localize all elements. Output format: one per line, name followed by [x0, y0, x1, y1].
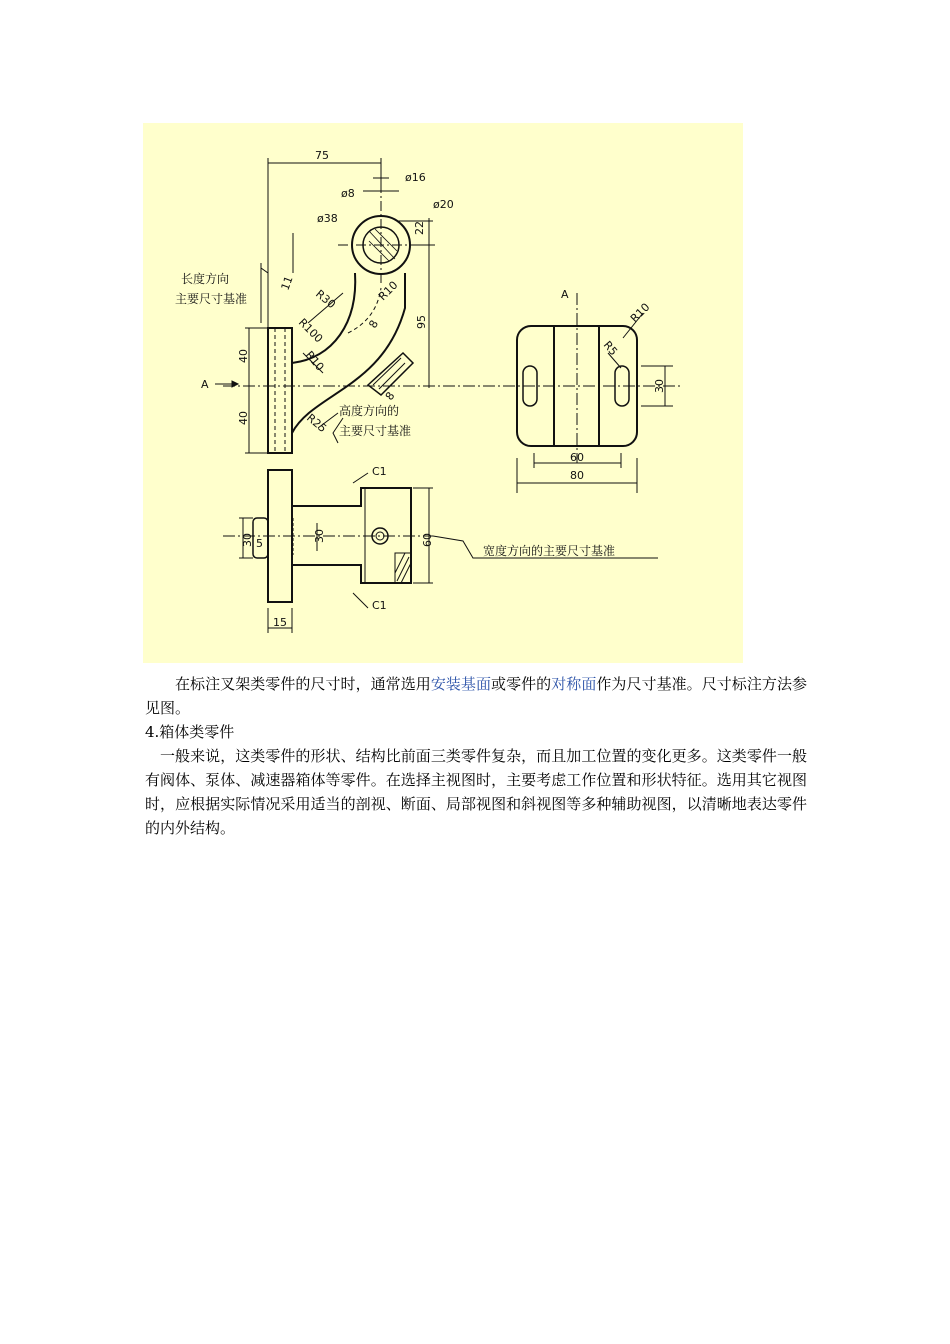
note-width: 宽度方向的主要尺寸基准: [483, 544, 616, 558]
paragraph1-text-after: 作为尺寸基准。尺寸标注方法参见图。: [145, 675, 807, 717]
paragraph-dimension-datum: [145, 672, 807, 720]
dim-R10-top: R10: [375, 278, 401, 304]
dim-8-b: 8: [382, 389, 398, 403]
label-A-left: A: [201, 378, 209, 391]
dim-R25: R25: [304, 411, 330, 436]
note-height-line2: 主要尺寸基准: [339, 424, 412, 438]
arm-outer: [292, 273, 355, 363]
dim-30-inner: 30: [313, 529, 326, 543]
paragraph-box-parts: 一般来说，这类零件的形状、结构比前面三类零件复杂，而且加工位置的变化更多。这类零件一般有阀体、泵体、减速器箱体等零件。在选择主视图时，主要考虑工作位置和形状特征。选用其它视图时，应根据实际情况采用适当的剖视、断面、局部视图和斜视图等多种辅助视图，以清晰地表达零件的内外结构。: [145, 747, 807, 837]
base-plate: [268, 328, 292, 453]
dim-5: 5: [256, 537, 263, 550]
dim-phi38: ø38: [317, 212, 338, 225]
dim-R30: R30: [313, 287, 339, 312]
dim-30-right: 30: [653, 379, 666, 393]
dim-8-a: 8: [366, 317, 382, 331]
paragraph1-text-middle: 或零件的: [491, 675, 552, 693]
dim-40-lower: 40: [237, 411, 250, 425]
dim-R5: R5: [600, 338, 621, 359]
dim-C1-bottom: C1: [372, 599, 387, 612]
dim-80: 80: [570, 469, 584, 482]
body-text: [145, 672, 807, 840]
note-length-line2: 主要尺寸基准: [175, 292, 248, 306]
paragraph1-text-before: 在标注叉架类零件的尺寸时，通常选用: [175, 675, 431, 693]
note-height-line1: 高度方向的: [339, 404, 400, 418]
dim-22: 22: [413, 221, 426, 235]
link-symmetry-plane[interactable]: 对称面: [551, 675, 597, 693]
drawing-svg: [143, 123, 743, 663]
dim-60: 60: [570, 451, 584, 464]
note-length-line1: 长度方向: [181, 272, 230, 286]
dim-11: 11: [278, 274, 296, 293]
dim-C1-top: C1: [372, 465, 387, 478]
dim-phi8: ø8: [341, 187, 355, 200]
rib-section: [368, 353, 413, 395]
dim-phi16: ø16: [405, 171, 426, 184]
dim-phi20: ø20: [433, 198, 454, 211]
dim-75: 75: [315, 149, 329, 162]
dim-15: 15: [273, 616, 287, 629]
dim-95: 95: [415, 315, 428, 329]
dim-30-bottom: 30: [241, 533, 254, 547]
dim-40-upper: 40: [237, 349, 250, 363]
section-heading: 4.箱体类零件: [145, 723, 235, 741]
dim-R10-mid: R10: [302, 348, 327, 374]
label-A-right: A: [561, 288, 569, 301]
link-mounting-base[interactable]: 安装基面: [430, 675, 492, 693]
dim-R100: R100: [295, 315, 326, 346]
technical-drawing: [143, 123, 743, 663]
dim-R10-right: R10: [627, 300, 653, 326]
dim-60-bottom: 60: [421, 533, 434, 547]
